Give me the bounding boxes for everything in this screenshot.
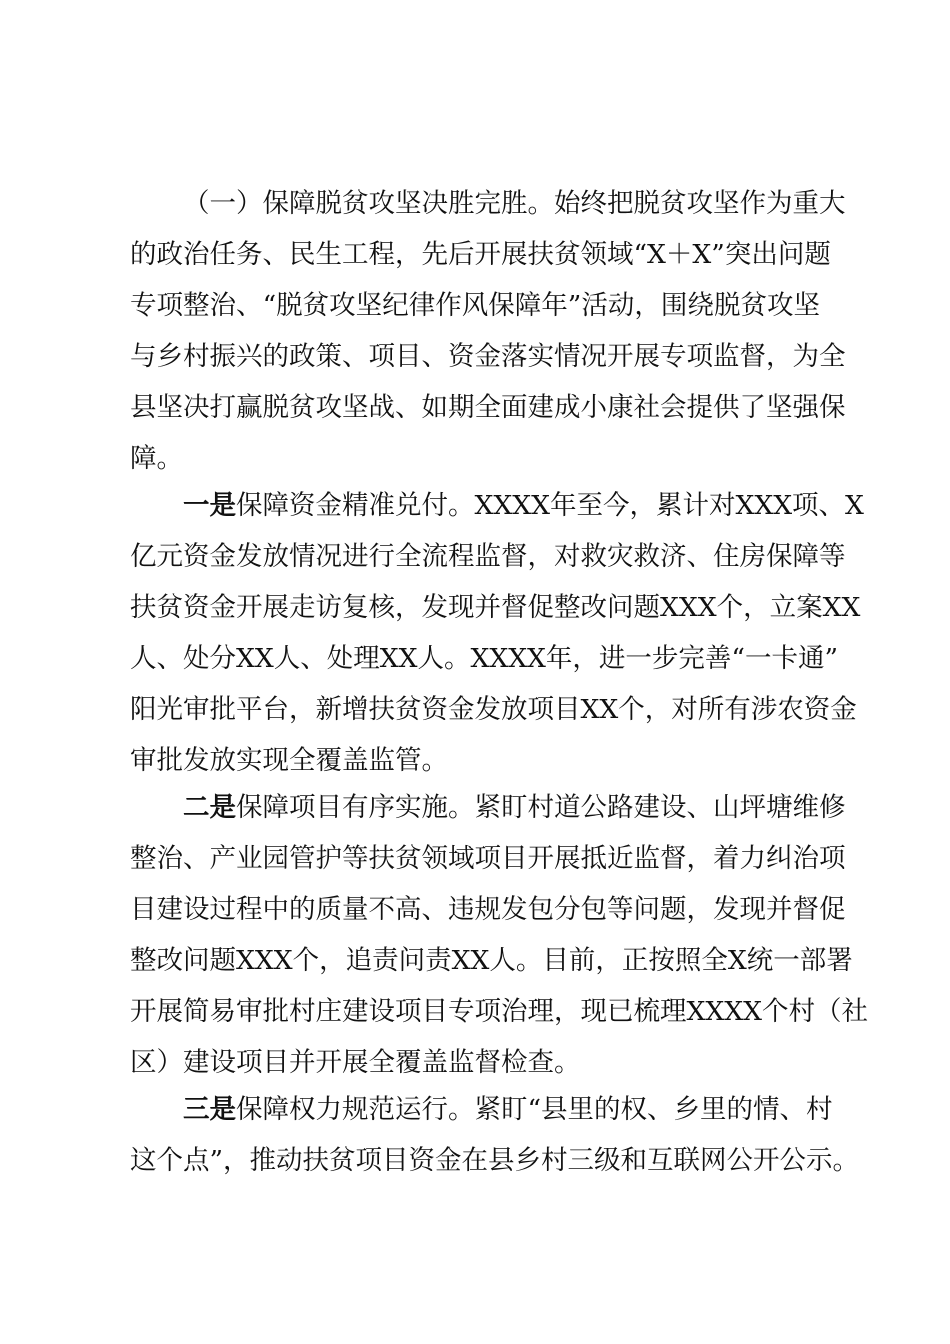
- paragraph-3-line-4: 整改问题XXX个，追责问责XX人。目前，正按照全X统一部署: [130, 945, 853, 976]
- paragraph-3-line-6: 区）建设项目并开展全覆盖监督检查。: [130, 1047, 581, 1078]
- paragraph-3-line-1-text: 保障项目有序实施。紧盯村道公路建设、山坪塘维修: [236, 792, 846, 823]
- paragraph-1-line-1: （一）保障脱贫攻坚决胜完胜。始终把脱贫攻坚作为重大: [183, 188, 846, 219]
- paragraph-2-line-2: 亿元资金发放情况进行全流程监督，对救灾救济、住房保障等: [130, 541, 846, 572]
- paragraph-4-line-1: [183, 1090, 833, 1130]
- paragraph-2-lead: 一是: [183, 490, 236, 521]
- paragraph-3-line-5: 开展简易审批村庄建设项目专项治理，现已梳理XXXX个村（社: [130, 996, 868, 1027]
- paragraph-1-line-4: 与乡村振兴的政策、项目、资金落实情况开展专项监督，为全: [130, 341, 846, 372]
- paragraph-3-line-2: 整治、产业园管护等扶贫领域项目开展抵近监督，着力纠治项: [130, 843, 846, 874]
- paragraph-3-lead: 二是: [183, 792, 236, 823]
- paragraph-3-line-3: 目建设过程中的质量不高、违规发包分包等问题，发现并督促: [130, 894, 846, 925]
- paragraph-2-line-6: 审批发放实现全覆盖监管。: [130, 745, 448, 776]
- paragraph-2-line-3: 扶贫资金开展走访复核，发现并督促整改问题XXX个，立案XX: [130, 592, 861, 623]
- paragraph-3-line-1: [183, 788, 846, 828]
- paragraph-2-line-1: [183, 486, 864, 526]
- paragraph-4-line-2: 这个点”，推动扶贫项目资金在县乡村三级和互联网公开公示。: [130, 1145, 860, 1176]
- paragraph-1-line-6: 障。: [130, 443, 183, 474]
- paragraph-2-line-1-text: 保障资金精准兑付。XXXX年至今，累计对XXX项、X: [236, 490, 864, 521]
- paragraph-2-line-5: 阳光审批平台，新增扶贫资金发放项目XX个，对所有涉农资金: [130, 694, 857, 725]
- paragraph-4-lead: 三是: [183, 1094, 236, 1125]
- paragraph-2-line-4: 人、处分XX人、处理XX人。XXXX年，进一步完善“一卡通”: [130, 643, 839, 674]
- paragraph-1-line-2: 的政治任务、民生工程，先后开展扶贫领域“X＋X”突出问题: [130, 239, 831, 270]
- paragraph-4-line-1-text: 保障权力规范运行。紧盯“县里的权、乡里的情、村: [236, 1094, 833, 1125]
- paragraph-1-line-3: 专项整治、“脱贫攻坚纪律作风保障年”活动，围绕脱贫攻坚: [130, 290, 820, 321]
- paragraph-1-line-5: 县坚决打赢脱贫攻坚战、如期全面建成小康社会提供了坚强保: [130, 392, 846, 423]
